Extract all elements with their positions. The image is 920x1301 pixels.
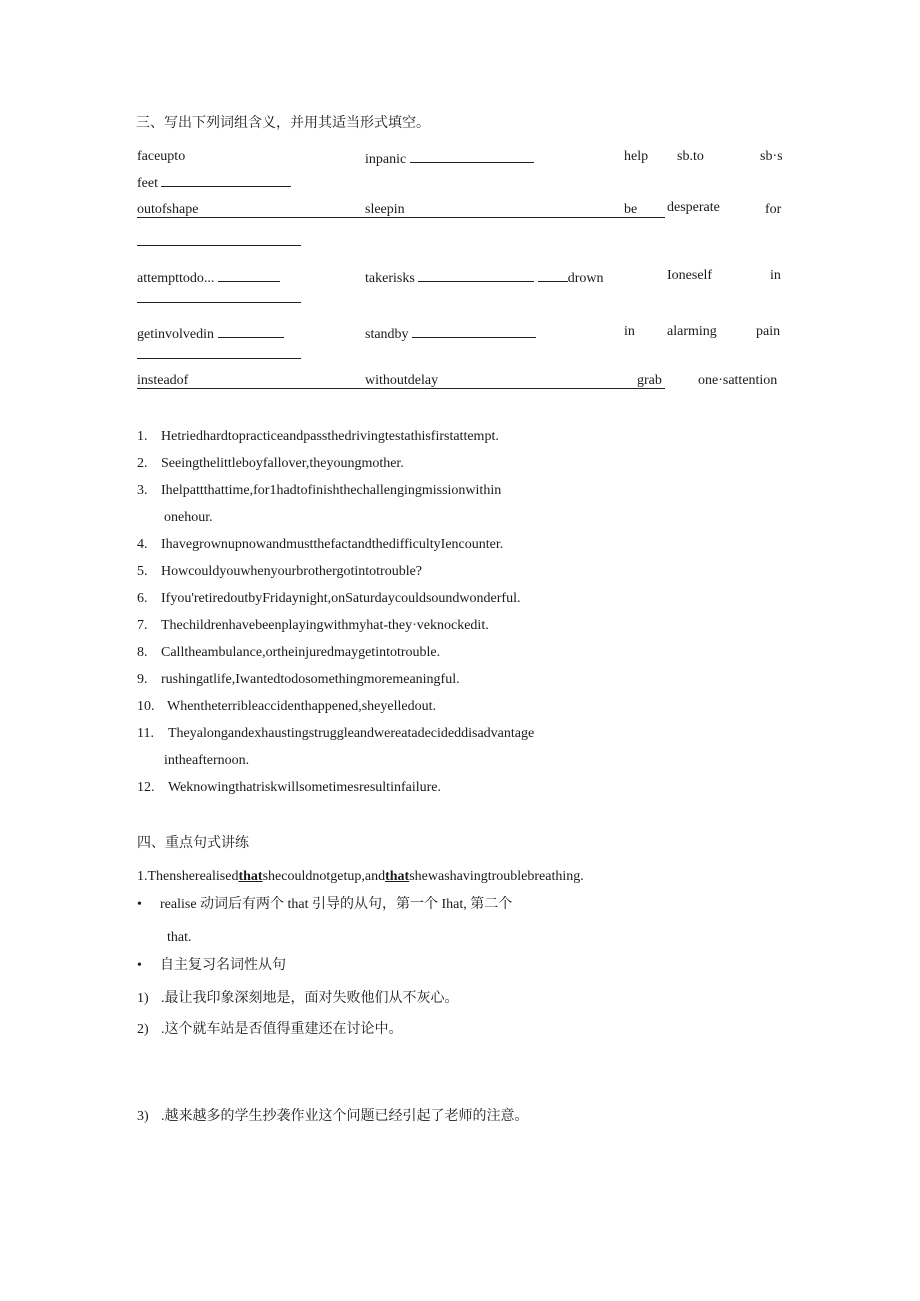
- phrase-sbs: sb·s: [760, 149, 783, 164]
- blank[interactable]: [218, 325, 284, 338]
- phrase-sleep-in: sleepin: [365, 202, 405, 217]
- phrase-be: be: [624, 202, 638, 217]
- bullet-icon: •: [137, 897, 142, 912]
- phrase-out-of-shape: outofshape: [137, 202, 199, 217]
- sentence-10: 10. Whentheterribleaccidenthappened,sheyelledout.: [137, 699, 436, 714]
- item-1: 1) .最让我印象深刻地是，面对失败他们从不灰心。: [137, 991, 459, 1006]
- blank[interactable]: [365, 217, 665, 218]
- sentence-6: 6. Ifyou'retiredoutbyFridaynight,onSaturdaycouldsoundwonderful.: [137, 591, 521, 606]
- phrase-sb-to: sb.to: [677, 149, 704, 164]
- phrase-oneself: Ioneself: [667, 268, 713, 283]
- blank[interactable]: [137, 388, 365, 389]
- sentence-7: 7. Thechildrenhavebeenplayingwithmyhat-they·veknockedit.: [137, 618, 489, 633]
- sentence-3-cont: onehour.: [164, 510, 213, 525]
- phrase-ones-attention: one·sattention: [698, 373, 778, 388]
- sentence-11: 11. Theyalongandexhaustingstruggleandwereatadecideddisadvantage: [137, 726, 535, 741]
- blank[interactable]: [418, 269, 534, 282]
- phrase-instead-of: insteadof: [137, 373, 189, 388]
- phrase-stand-by: standby: [365, 325, 536, 342]
- phrase-help: help: [624, 149, 649, 164]
- bullet-icon: •: [137, 958, 142, 973]
- phrase-for: for: [765, 202, 782, 217]
- bullet-1-cont: that.: [167, 930, 192, 945]
- bullet-2: 自主复习名词性从句: [160, 958, 286, 973]
- sentence-12: 12. Weknowingthatriskwillsometimesresultinfailure.: [137, 780, 441, 795]
- sentence-1: 1. Hetriedhardtopracticeandpassthedrivingtestathisfirstattempt.: [137, 429, 499, 444]
- phrase-in: in: [770, 268, 781, 283]
- section4-title: 四、重点句式讲练: [137, 836, 249, 851]
- blank[interactable]: [137, 245, 301, 246]
- sentence-8: 8. Calltheambulance,ortheinjuredmaygetintotrouble.: [137, 645, 441, 660]
- blank[interactable]: [412, 325, 536, 338]
- phrase-grab: grab: [637, 373, 662, 388]
- phrase-in-panic: inpanic: [365, 150, 534, 167]
- phrase-without-delay: withoutdelay: [365, 373, 439, 388]
- phrase-attempt: attempttodo...: [137, 269, 280, 286]
- sentence-11-cont: intheafternoon.: [164, 753, 250, 768]
- sentence-3: 3. Ihelpattthattime,for1hadtofinishthechallengingmissionwithin: [137, 483, 502, 498]
- phrase-feet: feet: [137, 174, 291, 191]
- phrase-take-risks: takerisks drown: [365, 271, 604, 286]
- phrase-pain: pain: [756, 324, 781, 339]
- blank[interactable]: [161, 174, 291, 187]
- phrase-in2: in: [624, 324, 635, 339]
- blank[interactable]: [137, 217, 365, 218]
- item-3: 3) .越来越多的学生抄袭作业这个问题已经引起了老师的注意。: [137, 1109, 529, 1124]
- item-2: 2) .这个就车站是否值得重建还在讨论中。: [137, 1022, 403, 1037]
- sentence-9: 9. rushingatlife,Iwantedtodosomethingmoremeaningful.: [137, 672, 460, 687]
- bullet-1: realise 动词后有两个 that 引导的从句，第一个 Ihat, 第二个: [160, 897, 513, 912]
- blank[interactable]: [137, 302, 301, 303]
- sentence-4: 4. IhavegrownupnowandmustthefactandthedifficultyIencounter.: [137, 537, 504, 552]
- sentence-2: 2. Seeingthelittleboyfallover,theyoungmother.: [137, 456, 404, 471]
- blank[interactable]: [137, 358, 301, 359]
- phrase-face-up-to: faceupto: [137, 149, 186, 164]
- blank[interactable]: [410, 150, 534, 163]
- blank[interactable]: [218, 269, 280, 282]
- blank[interactable]: [538, 269, 568, 282]
- phrase-get-involved-in: getinvolvedin: [137, 325, 284, 342]
- phrase-alarming: alarming: [667, 324, 717, 339]
- sentence-5: 5. Howcouldyouwhenyourbrothergotintotrouble?: [137, 564, 423, 579]
- key-sentence: 1.Thensherealisedthatshecouldnotgetup,andthatshewashavingtroublebreathing.: [137, 869, 584, 884]
- section3-title: 三、写出下列词组含义，并用其适当形式填空。: [136, 116, 430, 131]
- phrase-desperate: desperate: [667, 200, 720, 215]
- blank[interactable]: [365, 388, 665, 389]
